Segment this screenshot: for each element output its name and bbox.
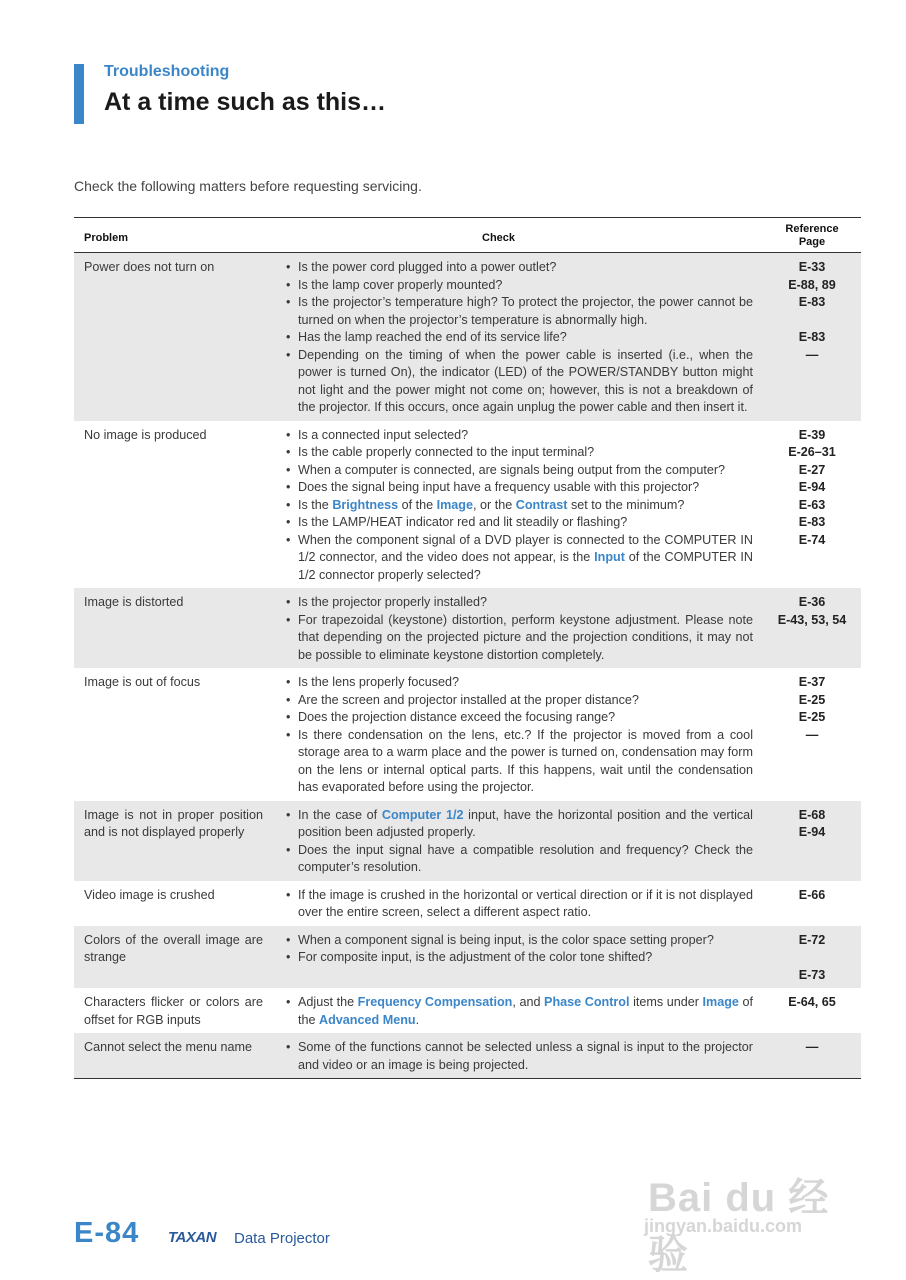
reference-page: E-83	[798, 515, 826, 529]
reference-page	[763, 949, 861, 967]
check-item: • Is the projector properly installed?	[285, 594, 753, 612]
problem-cell: Image is distorted	[74, 588, 273, 668]
check-item: • When a component signal is being input, is the color space setting proper?	[285, 932, 753, 950]
problem-cell: Video image is crushed	[84, 887, 215, 902]
reference-page: —	[805, 727, 819, 742]
check-item: • For trapezoidal (keystone) distortion, perform keystone adjustment. Please note that depending on the projected picture and the projection conditions, it may not be possible to eliminate keystone distortion completely.	[285, 612, 753, 665]
check-cell	[273, 1033, 763, 1079]
check-item: • Some of the functions cannot be selected unless a signal is input to the projector and video or an image is being projected.	[285, 1039, 753, 1074]
problem-cell: Cannot select the menu name	[74, 1033, 273, 1079]
column-header-reference-page: Reference Page	[763, 218, 861, 253]
reference-page	[763, 312, 861, 330]
header-accent-bar	[74, 64, 84, 124]
section-label: Troubleshooting	[104, 63, 230, 80]
reference-page: E-74	[798, 532, 826, 547]
reference-cell	[763, 926, 861, 989]
table-row	[74, 253, 861, 421]
keyword-advanced-menu: Advanced Menu	[319, 1012, 416, 1027]
reference-page: E-94	[798, 480, 826, 494]
check-item: • Are the screen and projector installed at the proper distance?	[285, 692, 753, 710]
check-cell	[273, 881, 763, 926]
troubleshooting-table	[74, 217, 861, 1079]
check-cell	[273, 801, 763, 881]
watermark-url: jingyan.baidu.com	[644, 1216, 803, 1236]
reference-page: E-72	[798, 932, 826, 947]
reference-page: E-33	[798, 260, 826, 274]
reference-cell	[763, 668, 861, 801]
reference-page: E-25	[798, 692, 826, 707]
keyword-image: Image	[702, 995, 739, 1009]
table-row	[74, 588, 861, 668]
table-row	[74, 801, 861, 881]
problem-cell: Image is out of focus	[84, 675, 201, 689]
reference-cell	[763, 881, 861, 926]
problem-cell: Colors of the overall image are strange	[74, 926, 273, 989]
table-row	[74, 421, 861, 589]
reference-page: E-64, 65	[788, 995, 836, 1009]
check-item: • Is the cable properly connected to the input terminal?	[285, 444, 753, 462]
reference-page: E-73	[798, 967, 826, 982]
reference-page: E-43, 53, 54	[777, 612, 847, 627]
problem-cell: Characters flicker or colors are offset for RGB inputs	[84, 995, 263, 1027]
check-item: • Depending on the timing of when the power cable is inserted (i.e., when the power is turned On), the indicator (LED) of the POWER/STANDBY button might not light and the power might not come on; however, this is not a breakdown of the projector. If this occurs, once again unplug the power cable and then insert it.	[285, 347, 753, 417]
check-item: • Is the power cord plugged into a power outlet?	[285, 259, 753, 277]
check-item: • Has the lamp reached the end of its service life?	[285, 329, 753, 347]
check-item: • If the image is crushed in the horizontal or vertical direction or if it is not displayed over the entire screen, select a different aspect ratio.	[285, 887, 753, 922]
reference-page: E-25	[798, 710, 826, 724]
problem-cell: Image is not in proper position and is not displayed properly	[74, 801, 273, 881]
reference-cell	[763, 421, 861, 589]
check-item: • Is the projector’s temperature high? To protect the projector, the power cannot be turned on when the projector’s temperature is abnormally high.	[285, 294, 753, 329]
intro-text: Check the following matters before requesting servicing.	[74, 178, 422, 194]
table-row	[74, 668, 861, 801]
keyword-image: Image	[436, 497, 474, 512]
check-item: • Adjust the Frequency Compensation, and Phase Control items under Image of the Advanced Menu.	[285, 994, 753, 1029]
check-item: • Is the lens properly focused?	[285, 674, 753, 692]
reference-cell	[763, 988, 861, 1033]
keyword-frequency-compensation: Frequency Compensation	[357, 995, 513, 1009]
reference-page: E-94	[798, 825, 826, 839]
check-item: • Is there condensation on the lens, etc.? If the projector is moved from a cool storage area to a warm place and the power is turned on, condensation may form on the lens or internal optical parts. If this happens, wait until the condensation has evaporated before using the projector.	[285, 727, 753, 797]
keyword-computer: Computer 1/2	[381, 807, 464, 822]
column-header-check: Check	[273, 218, 763, 253]
column-header-problem: Problem	[74, 218, 273, 253]
reference-page: E-26–31	[788, 445, 836, 459]
check-item: • When the component signal of a DVD player is connected to the COMPUTER IN 1/2 connector, and the video does not appear, is the Input of the COMPUTER IN 1/2 connector properly selected?	[285, 532, 753, 585]
table-row	[74, 926, 861, 989]
reference-cell	[763, 588, 861, 668]
check-item: • Is a connected input selected?	[285, 427, 753, 445]
page-title: At a time such as this…	[104, 88, 387, 116]
keyword-input: Input	[594, 550, 625, 564]
check-cell	[273, 988, 763, 1033]
table-header-row	[74, 218, 861, 253]
check-item: • Does the signal being input have a frequency usable with this projector?	[285, 479, 753, 497]
reference-page: E-37	[798, 675, 826, 689]
check-item: • Does the projection distance exceed the focusing range?	[285, 709, 753, 727]
check-item: • Is the LAMP/HEAT indicator red and lit steadily or flashing?	[285, 514, 753, 532]
table-row	[74, 881, 861, 926]
page-number: E-84	[74, 1217, 140, 1249]
reference-page: E-27	[798, 462, 826, 477]
reference-cell	[763, 253, 861, 421]
keyword-brightness: Brightness	[332, 497, 399, 512]
reference-page: E-68	[798, 807, 826, 822]
check-item: • For composite input, is the adjustment of the color tone shifted?	[285, 949, 753, 967]
reference-page: E-83	[798, 330, 826, 344]
table-row	[74, 1033, 861, 1079]
reference-page: E-63	[798, 497, 826, 512]
check-item: • Is the lamp cover properly mounted?	[285, 277, 753, 295]
reference-page: —	[805, 1040, 819, 1054]
check-item: • In the case of Computer 1/2 input, have the horizontal position and the vertical position been adjusted properly.	[285, 807, 753, 842]
reference-page: —	[805, 347, 819, 362]
keyword-contrast: Contrast	[515, 497, 568, 512]
check-item: • When a computer is connected, are signals being output from the computer?	[285, 462, 753, 480]
reference-cell	[763, 1033, 861, 1079]
keyword-phase-control: Phase Control	[544, 995, 630, 1009]
check-cell	[273, 926, 763, 989]
table-row	[74, 988, 861, 1033]
brand-logo: TAXAN	[168, 1229, 217, 1246]
problem-cell: Power does not turn on	[74, 253, 273, 421]
reference-page: E-36	[798, 595, 826, 609]
reference-page: E-88, 89	[788, 277, 836, 292]
reference-page: E-66	[798, 887, 826, 902]
check-cell	[273, 253, 763, 421]
check-item: • Does the input signal have a compatible resolution and frequency? Check the computer’s resolution.	[285, 842, 753, 877]
problem-cell: No image is produced	[84, 427, 207, 442]
watermark-logo-text: Bai du 经验	[648, 1176, 830, 1277]
check-item: • Is the Brightness of the Image, or the Contrast set to the minimum?	[285, 497, 753, 515]
reference-page: E-83	[798, 295, 826, 309]
product-name: Data Projector	[234, 1230, 330, 1247]
check-cell	[273, 588, 763, 668]
check-cell	[273, 421, 763, 589]
baidu-watermark	[640, 1150, 860, 1277]
check-cell	[273, 668, 763, 801]
reference-page: E-39	[798, 427, 826, 442]
reference-cell	[763, 801, 861, 881]
